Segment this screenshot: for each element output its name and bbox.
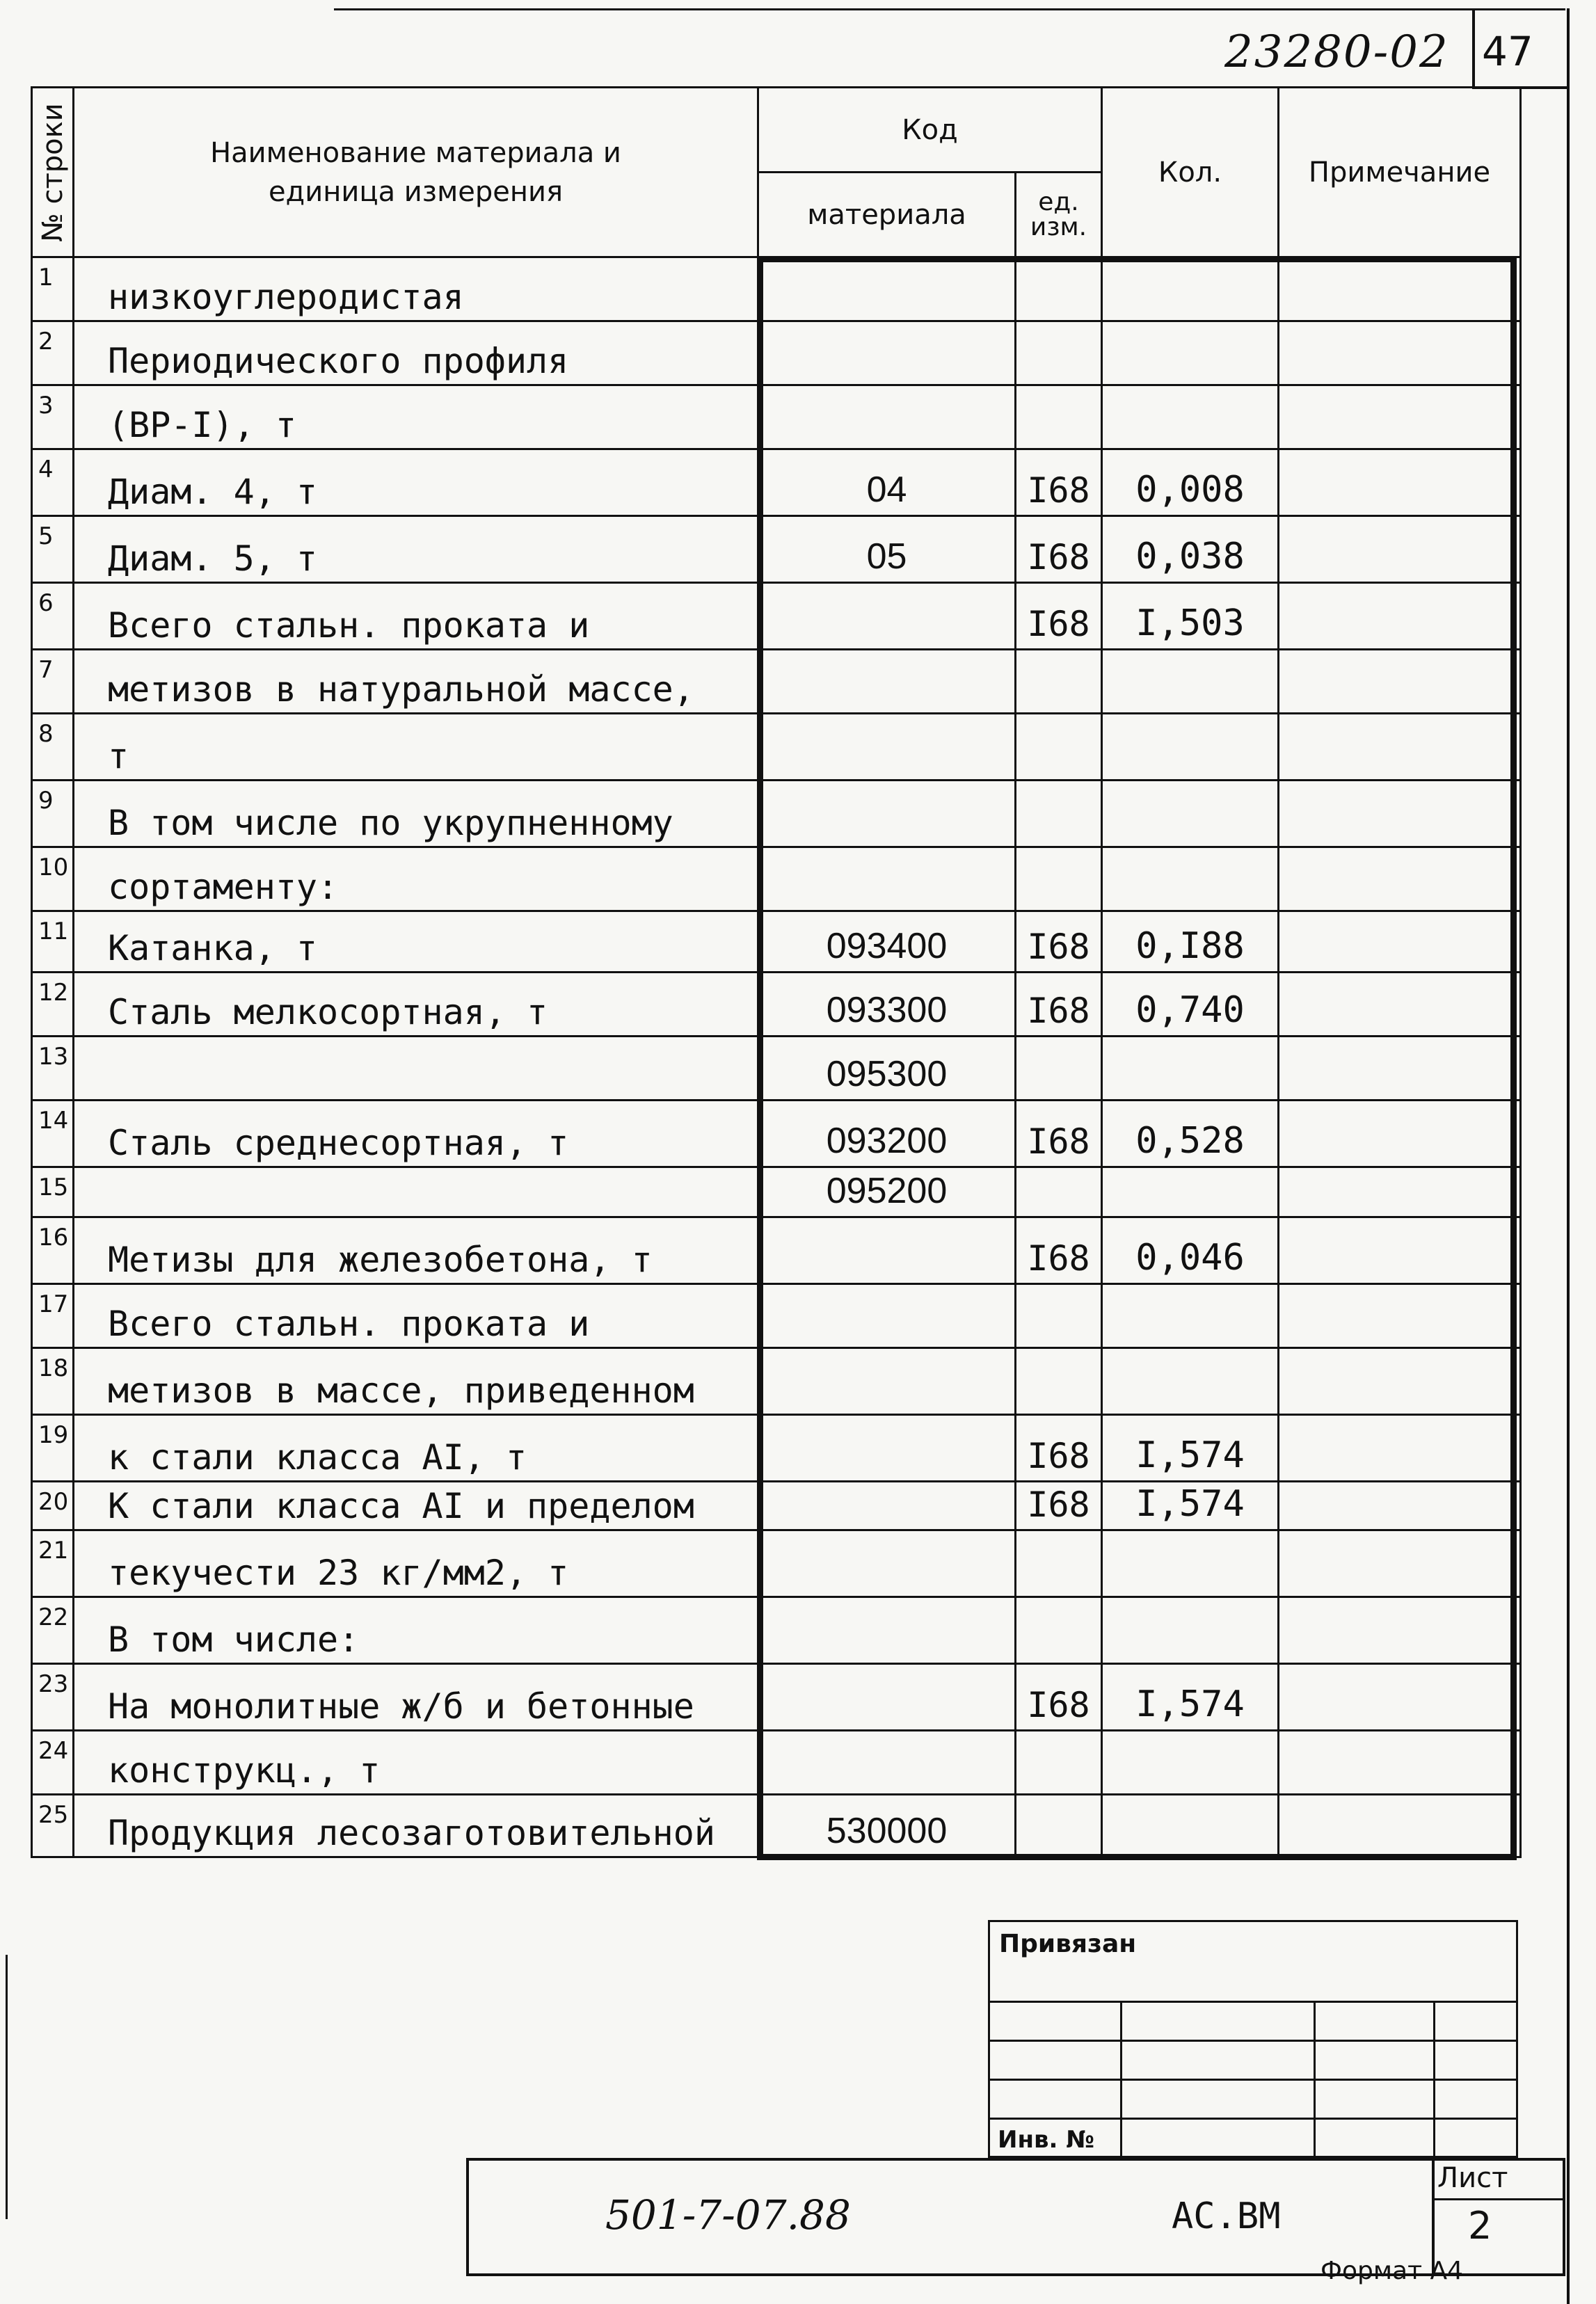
material-name: На монолитные ж/б и бетонные [74, 1664, 758, 1731]
material-name: В том числе: [74, 1597, 758, 1664]
row-number: 8 [32, 714, 74, 781]
material-name: конструкц., т [74, 1731, 758, 1795]
material-name: к стали класса AI, т [74, 1415, 758, 1482]
material-name: Диам. 5, т [74, 516, 758, 583]
sheet-label: Лист [1437, 2162, 1508, 2194]
quantity: I,503 [1102, 583, 1279, 650]
row-number: 18 [32, 1348, 74, 1415]
material-name: Метизы для железобетона, т [74, 1217, 758, 1284]
row-number: 20 [32, 1482, 74, 1530]
quantity: 0,740 [1102, 973, 1279, 1037]
row-number: 11 [32, 911, 74, 973]
right-border [1567, 8, 1570, 2304]
material-code: 530000 [758, 1795, 1016, 1857]
quantity: 0,I88 [1102, 911, 1279, 973]
stamp-line [988, 2118, 1518, 2120]
title-block-mark: АС.ВМ [1172, 2195, 1281, 2237]
left-binding-marks [6, 1955, 12, 2219]
material-code: 093200 [758, 1101, 1016, 1167]
quantity: I,574 [1102, 1482, 1279, 1530]
stamp-line [988, 2040, 1518, 2042]
material-name: Всего стальн. проката и [74, 583, 758, 650]
quantity: 0,046 [1102, 1217, 1279, 1284]
material-name: В том числе по укрупненному [74, 781, 758, 847]
header-row-no [32, 88, 74, 257]
material-code: 093400 [758, 911, 1016, 973]
row-number: 7 [32, 650, 74, 714]
top-rule [334, 8, 1565, 10]
row-number: 23 [32, 1664, 74, 1731]
material-name: т [74, 714, 758, 781]
sheet-box-divider [1432, 2198, 1565, 2200]
header-unit: ед. изм. [1016, 173, 1102, 257]
unit-code: I68 [1016, 973, 1102, 1037]
quantity: I,574 [1102, 1415, 1279, 1482]
quantity: 0,038 [1102, 516, 1279, 583]
stamp-divider [1433, 2001, 1435, 2158]
header-quantity: Кол. [1102, 88, 1279, 257]
header-name: Наименование материала и единица измерения [74, 88, 758, 257]
row-number: 5 [32, 516, 74, 583]
stamp-line [988, 2079, 1518, 2081]
material-name: низкоуглеродистая [74, 257, 758, 321]
material-name: Всего стальн. проката и [74, 1284, 758, 1348]
unit-code: I68 [1016, 1415, 1102, 1482]
linked-label: Привязан [999, 1930, 1137, 1958]
quantity: 0,528 [1102, 1101, 1279, 1167]
row-number: 21 [32, 1530, 74, 1597]
document-number: 23280-02 [1224, 26, 1449, 78]
row-number: 24 [32, 1731, 74, 1795]
row-number: 14 [32, 1101, 74, 1167]
header-note: Примечание [1279, 88, 1521, 257]
unit-code: I68 [1016, 516, 1102, 583]
material-name: Диам. 4, т [74, 449, 758, 516]
row-number: 25 [32, 1795, 74, 1857]
unit-code: I68 [1016, 1101, 1102, 1167]
unit-code: I68 [1016, 1217, 1102, 1284]
material-name: текучести 23 кг/мм2, т [74, 1530, 758, 1597]
header-row-no-label: № строки [36, 102, 69, 242]
row-number: 4 [32, 449, 74, 516]
row-number: 10 [32, 847, 74, 911]
row-number: 17 [32, 1284, 74, 1348]
stamp-divider [1314, 2001, 1316, 2158]
material-code: 095300 [758, 1037, 1016, 1101]
stamp-divider [1120, 2001, 1122, 2158]
row-number: 1 [32, 257, 74, 321]
unit-code: I68 [1016, 911, 1102, 973]
sheet-number: 2 [1468, 2204, 1492, 2248]
material-code: 095200 [758, 1167, 1016, 1217]
row-number: 13 [32, 1037, 74, 1101]
unit-code: I68 [1016, 1664, 1102, 1731]
material-name: Катанка, т [74, 911, 758, 973]
material-name: метизов в натуральной массе, [74, 650, 758, 714]
inventory-number-label: Инв. № [998, 2126, 1095, 2154]
material-name: Периодического профиля [74, 321, 758, 385]
row-number: 6 [32, 583, 74, 650]
quantity: 0,008 [1102, 449, 1279, 516]
unit-code: I68 [1016, 1482, 1102, 1530]
material-name: сортаменту: [74, 847, 758, 911]
row-number: 2 [32, 321, 74, 385]
row-number: 9 [32, 781, 74, 847]
material-name: метизов в массе, приведенном [74, 1348, 758, 1415]
material-code: 093300 [758, 973, 1016, 1037]
row-number: 12 [32, 973, 74, 1037]
format-label: Формат А4 [1320, 2257, 1464, 2285]
header-material: материала [758, 173, 1016, 257]
material-name [74, 1037, 758, 1101]
material-name: Продукция лесозаготовительной [74, 1795, 758, 1857]
material-code: 04 [758, 449, 1016, 516]
unit-code: I68 [1016, 449, 1102, 516]
page-number: 47 [1482, 28, 1533, 75]
row-number: 15 [32, 1167, 74, 1217]
material-name: (BP-I), т [74, 385, 758, 449]
material-name [74, 1167, 758, 1217]
material-code: 05 [758, 516, 1016, 583]
quantity: I,574 [1102, 1664, 1279, 1731]
material-name: Сталь мелкосортная, т [74, 973, 758, 1037]
unit-code: I68 [1016, 583, 1102, 650]
title-block-code: 501-7-07.88 [605, 2191, 851, 2239]
row-number: 22 [32, 1597, 74, 1664]
bold-data-frame [757, 256, 1517, 1860]
header-code: Код [758, 88, 1102, 173]
row-number: 3 [32, 385, 74, 449]
row-number: 16 [32, 1217, 74, 1284]
row-number: 19 [32, 1415, 74, 1482]
material-name: Сталь среднесортная, т [74, 1101, 758, 1167]
material-name: К стали класса AI и пределом [74, 1482, 758, 1530]
